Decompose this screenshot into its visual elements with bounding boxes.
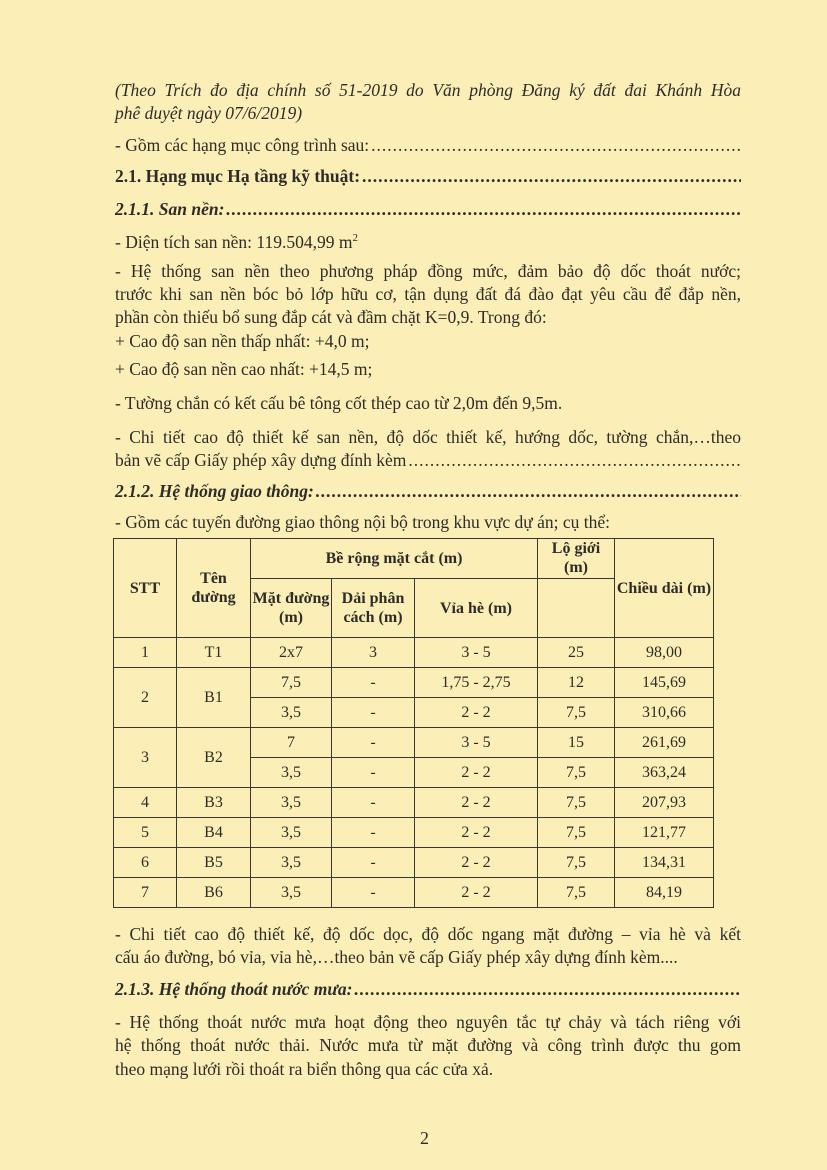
header-width-group: Bề rộng mặt cắt (m) bbox=[251, 539, 538, 579]
cell-boundary: 7,5 bbox=[538, 878, 615, 908]
table-row bbox=[114, 668, 714, 698]
leveling-line: - Hệ thống san nền theo phương pháp đồng mức, đảm bảo độ dốc thoát nước; bbox=[115, 261, 741, 281]
cell-boundary: 7,5 bbox=[538, 818, 615, 848]
table-row bbox=[114, 728, 714, 758]
cell-length: 84,19 bbox=[615, 878, 714, 908]
section-2-1-2 bbox=[115, 480, 741, 502]
road-detail-line: cấu áo đường, bó vỉa, vỉa hè,…theo bản vẽ cấp Giấy phép xây dựng đính kèm.... bbox=[115, 947, 678, 967]
cell-sidewalk: 2 - 2 bbox=[415, 698, 538, 728]
header-length: Chiều dài (m) bbox=[615, 539, 714, 638]
road-detail-line: - Chi tiết cao độ thiết kế, độ dốc dọc, độ dốc ngang mặt đường – vỉa hè và kết bbox=[115, 924, 741, 944]
cell-stt: 3 bbox=[114, 728, 177, 788]
section-2-1 bbox=[115, 165, 741, 187]
cell-divider: - bbox=[332, 728, 415, 758]
header-stt: STT bbox=[114, 539, 177, 638]
highest-level: + Cao độ san nền cao nhất: +14,5 m; bbox=[115, 359, 373, 379]
roads-table bbox=[113, 538, 714, 908]
retaining-wall: - Tường chắn có kết cấu bê tông cốt thép cao từ 2,0m đến 9,5m. bbox=[115, 393, 563, 413]
table-row bbox=[114, 638, 714, 668]
cell-name: T1 bbox=[177, 638, 251, 668]
cell-boundary: 7,5 bbox=[538, 848, 615, 878]
table-row bbox=[114, 848, 714, 878]
section-title: 2.1.2. Hệ thống giao thông: bbox=[115, 481, 314, 501]
cell-sidewalk: 2 - 2 bbox=[415, 758, 538, 788]
cell-stt: 2 bbox=[114, 668, 177, 728]
cell-road: 3,5 bbox=[251, 818, 332, 848]
area-sup: 2 bbox=[352, 232, 359, 244]
cell-boundary: 7,5 bbox=[538, 758, 615, 788]
cell-length: 207,93 bbox=[615, 788, 714, 818]
cell-sidewalk: 3 - 5 bbox=[415, 728, 538, 758]
lowest-level: + Cao độ san nền thấp nhất: +4,0 m; bbox=[115, 331, 370, 351]
cell-length: 363,24 bbox=[615, 758, 714, 788]
cell-divider: - bbox=[332, 848, 415, 878]
drain-line: - Hệ thống thoát nước mưa hoạt động theo nguyên tắc tự chảy và tách riêng với bbox=[115, 1012, 741, 1032]
cell-divider: - bbox=[332, 878, 415, 908]
cell-length: 98,00 bbox=[615, 638, 714, 668]
header-sidewalk: Vỉa hè (m) bbox=[415, 579, 538, 638]
roads-intro: - Gồm các tuyến đường giao thông nội bộ trong khu vực dự án; cụ thể: bbox=[115, 512, 611, 532]
cell-road: 2x7 bbox=[251, 638, 332, 668]
cell-boundary: 15 bbox=[538, 728, 615, 758]
page-number: 2 bbox=[420, 1128, 429, 1148]
cell-length: 261,69 bbox=[615, 728, 714, 758]
items-intro-text: - Gồm các hạng mục công trình sau: bbox=[115, 135, 370, 155]
cell-divider: - bbox=[332, 668, 415, 698]
cell-sidewalk: 2 - 2 bbox=[415, 788, 538, 818]
cell-divider: - bbox=[332, 698, 415, 728]
cell-road: 7,5 bbox=[251, 668, 332, 698]
cell-length: 145,69 bbox=[615, 668, 714, 698]
header-boundary: Lộ giới (m) bbox=[538, 539, 615, 579]
section-title: 2.1.3. Hệ thống thoát nước mưa: bbox=[115, 979, 353, 999]
detail-line: - Chi tiết cao độ thiết kế san nền, độ dốc thiết kế, hướng dốc, tường chắn,…theo bbox=[115, 427, 741, 447]
cell-name: B4 bbox=[177, 818, 251, 848]
cell-road: 3,5 bbox=[251, 848, 332, 878]
leveling-line: trước khi san nền bóc bỏ lớp hữu cơ, tận dụng đất đá đào đạt yêu cầu để đắp nền, bbox=[115, 284, 741, 304]
cell-stt: 7 bbox=[114, 878, 177, 908]
leveling-line: phần còn thiếu bổ sung đắp cát và đầm chặt K=0,9. Trong đó: bbox=[115, 307, 547, 327]
cell-boundary: 7,5 bbox=[538, 698, 615, 728]
drain-line: theo mạng lưới rồi thoát ra biển thông qua các cửa xả. bbox=[115, 1059, 494, 1079]
cell-divider: - bbox=[332, 788, 415, 818]
table-row bbox=[114, 788, 714, 818]
cell-name: B5 bbox=[177, 848, 251, 878]
cell-sidewalk: 3 - 5 bbox=[415, 638, 538, 668]
cell-length: 310,66 bbox=[615, 698, 714, 728]
section-2-1-3 bbox=[115, 978, 741, 1000]
cell-length: 134,31 bbox=[615, 848, 714, 878]
cell-name: B6 bbox=[177, 878, 251, 908]
cell-road: 3,5 bbox=[251, 698, 332, 728]
cell-name: B2 bbox=[177, 728, 251, 788]
drain-line: hệ thống thoát nước thải. Nước mưa từ mặt đường và công trình được thu gom bbox=[115, 1035, 741, 1055]
cell-road: 3,5 bbox=[251, 878, 332, 908]
intro-line: (Theo Trích đo địa chính số 51-2019 do Văn phòng Đăng ký đất đai Khánh Hòa bbox=[115, 80, 741, 100]
cell-sidewalk: 2 - 2 bbox=[415, 848, 538, 878]
cell-road: 7 bbox=[251, 728, 332, 758]
detail-line bbox=[115, 449, 741, 471]
cell-stt: 4 bbox=[114, 788, 177, 818]
cell-boundary: 25 bbox=[538, 638, 615, 668]
cell-sidewalk: 1,75 - 2,75 bbox=[415, 668, 538, 698]
header-name: Tên đường bbox=[177, 539, 251, 638]
area-text: - Diện tích san nền: 119.504,99 m bbox=[115, 231, 353, 252]
cell-divider: 3 bbox=[332, 638, 415, 668]
section-title: 2.1. Hạng mục Hạ tầng kỹ thuật: bbox=[115, 166, 361, 186]
header-boundary-blank bbox=[538, 579, 615, 638]
section-2-1-1 bbox=[115, 198, 741, 220]
cell-stt: 1 bbox=[114, 638, 177, 668]
cell-name: B3 bbox=[177, 788, 251, 818]
cell-boundary: 7,5 bbox=[538, 788, 615, 818]
table-row bbox=[114, 818, 714, 848]
cell-stt: 6 bbox=[114, 848, 177, 878]
cell-sidewalk: 2 - 2 bbox=[415, 878, 538, 908]
intro-line: phê duyệt ngày 07/6/2019) bbox=[115, 103, 303, 123]
detail-text: bản vẽ cấp Giấy phép xây dựng đính kèm bbox=[115, 450, 407, 470]
cell-divider: - bbox=[332, 818, 415, 848]
header-road: Mặt đường (m) bbox=[251, 579, 332, 638]
items-intro bbox=[115, 134, 741, 156]
table-row bbox=[114, 878, 714, 908]
header-divider: Dải phân cách (m) bbox=[332, 579, 415, 638]
cell-stt: 5 bbox=[114, 818, 177, 848]
cell-sidewalk: 2 - 2 bbox=[415, 818, 538, 848]
section-title: 2.1.1. San nền: bbox=[115, 199, 225, 219]
cell-road: 3,5 bbox=[251, 758, 332, 788]
cell-length: 121,77 bbox=[615, 818, 714, 848]
cell-road: 3,5 bbox=[251, 788, 332, 818]
cell-name: B1 bbox=[177, 668, 251, 728]
cell-boundary: 12 bbox=[538, 668, 615, 698]
cell-divider: - bbox=[332, 758, 415, 788]
area-line bbox=[115, 227, 741, 253]
